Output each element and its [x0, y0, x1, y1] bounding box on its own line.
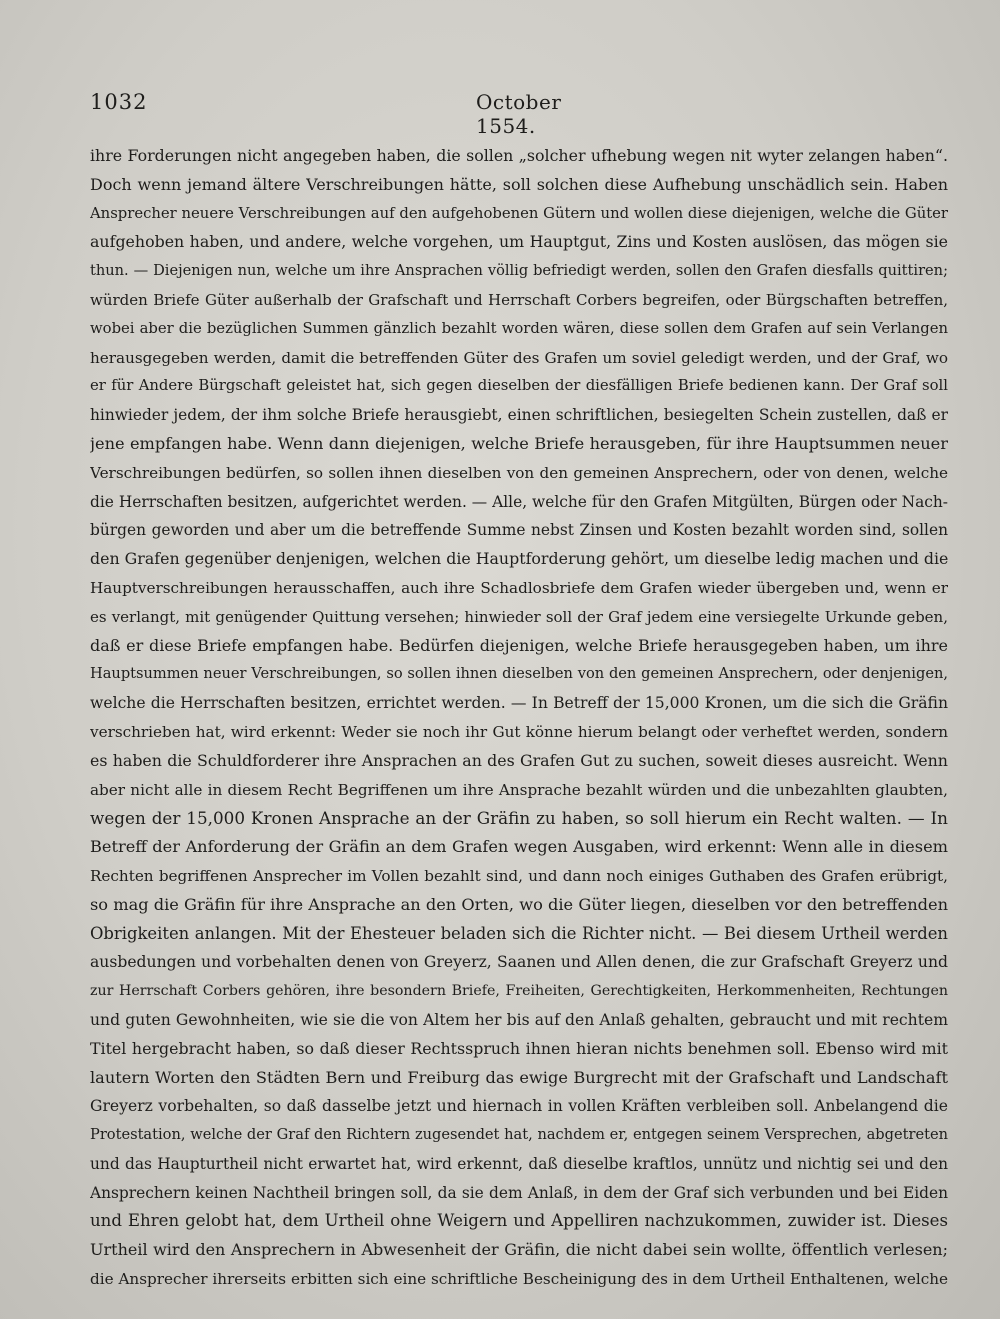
text-line: herausgegeben werden, damit die betreffenden Güter des Grafen um soviel geledigt werden, und der Graf, wo [90, 348, 948, 367]
text-line: thun. — Diejenigen nun, welche um ihre Ansprachen völlig befriedigt werden, sollen den Grafen diesfalls quittiren; [90, 262, 948, 280]
text-line: Ansprechern keinen Nachtheil bringen soll, da sie dem Anlaß, in dem der Graf sich verbunden und bei Eiden [90, 1183, 948, 1202]
text-line: Verschreibungen bedürfen, so sollen ihnen dieselben von den gemeinen Ansprechern, oder von denen, welche [90, 463, 948, 482]
text-line: würden Briefe Güter außerhalb der Grafschaft und Herrschaft Corbers begreifen, oder Bürgschaften betreffen, [90, 290, 948, 309]
text-line: er für Andere Bürgschaft geleistet hat, sich gegen dieselben der diesfälligen Briefe bedienen kann. Der Graf soll [90, 377, 948, 395]
text-line: Doch wenn jemand ältere Verschreibungen hätte, soll solchen diese Aufhebung unschädlich sein. Haben [90, 174, 948, 194]
text-line: Rechten begriffenen Ansprecher im Vollen bezahlt sind, und dann noch einiges Guthaben des Grafen erübrigt, [90, 866, 948, 885]
text-line: zur Herrschaft Corbers gehören, ihre besondern Briefe, Freiheiten, Gerechtigkeiten, Herkommenheiten, Rechtungen [90, 983, 948, 1000]
text-line: bürgen geworden und aber um die betreffende Summe nebst Zinsen und Kosten bezahlt worden sind, sollen [90, 521, 948, 540]
text-line: verschrieben hat, wird erkennt: Weder sie noch ihr Gut könne hierum belangt oder verheftet werden, sondern [90, 722, 948, 741]
text-line: Greyerz vorbehalten, so daß dasselbe jetzt und hiernach in vollen Kräften verbleiben soll. Anbelangend die [90, 1097, 948, 1116]
text-line: und Ehren gelobt hat, dem Urtheil ohne Weigern und Appelliren nachzukommen, zuwider ist. Dieses [90, 1211, 948, 1231]
text-line: ausbedungen und vorbehalten denen von Greyerz, Saanen und Allen denen, die zur Grafschaft Greyerz und [90, 953, 948, 972]
text-line: jene empfangen habe. Wenn dann diejenigen, welche Briefe herausgeben, für ihre Hauptsummen neuer [90, 433, 948, 453]
text-line: Obrigkeiten anlangen. Mit der Ehesteuer beladen sich die Richter nicht. — Bei diesem Urtheil werden [90, 923, 948, 943]
text-line: den Grafen gegenüber denjenigen, welchen die Hauptforderung gehört, um dieselbe ledig machen und die [90, 549, 948, 569]
text-line: Hauptverschreibungen herausschaffen, auch ihre Schadlosbriefe dem Grafen wieder übergeben und, wenn er [90, 578, 948, 597]
text-line: es verlangt, mit genügender Quittung versehen; hinwieder soll der Graf jedem eine versiegelte Urkunde geben, [90, 607, 948, 626]
text-line: Hauptsummen neuer Verschreibungen, so sollen ihnen dieselben von den gemeinen Ansprechern, oder denjenigen, [90, 665, 948, 683]
text-line: und guten Gewohnheiten, wie sie die von Altem her bis auf den Anlaß gehalten, gebraucht und mit rechtem [90, 1010, 948, 1029]
text-line: die Ansprecher ihrerseits erbitten sich eine schriftliche Bescheinigung des in dem Urtheil Enthaltenen, welche [90, 1270, 948, 1289]
body-text [90, 142, 948, 1294]
text-line: wegen der 15,000 Kronen Ansprache an der Gräfin zu haben, so soll hierum ein Recht walten. — In [90, 808, 948, 829]
text-line: ihre Forderungen nicht angegeben haben, die sollen „solcher ufhebung wegen nit wyter zelangen haben“. [90, 146, 948, 165]
text-line: so mag die Gräfin für ihre Ansprache an den Orten, wo die Güter liegen, dieselben vor den betreffenden [90, 894, 948, 914]
page-header [90, 90, 600, 138]
text-line: welche die Herrschaften besitzen, errichtet werden. — In Betreff der 15,000 Kronen, um die sich die Gräfin [90, 694, 948, 713]
text-line: Betreff der Anforderung der Gräfin an dem Grafen wegen Ausgaben, wird erkennt: Wenn alle in diesem [90, 837, 948, 857]
text-line: es haben die Schuldforderer ihre Ansprachen an des Grafen Gut zu suchen, soweit dieses ausreicht. Wenn [90, 750, 948, 770]
text-line: daß er diese Briefe empfangen habe. Bedürfen diejenigen, welche Briefe herausgegeben haben, um ihre [90, 635, 948, 655]
text-line: Urtheil wird den Ansprechern in Abwesenheit der Gräfin, die nicht dabei sein wollte, öffentlich verlesen; [90, 1240, 948, 1260]
running-head: October 1554. [476, 90, 562, 138]
text-line: aufgehoben haben, und andere, welche vorgehen, um Hauptgut, Zins und Kosten auslösen, das mögen sie [90, 232, 948, 252]
text-line: Ansprecher neuere Verschreibungen auf den aufgehobenen Gütern und wollen diese diejenigen, welche die Güter [90, 204, 948, 222]
page-number: 1032 [90, 90, 148, 114]
text-line: aber nicht alle in diesem Recht Begriffenen um ihre Ansprache bezahlt würden und die unbezahlten glaubten, [90, 780, 948, 799]
text-line: hinwieder jedem, der ihm solche Briefe herausgiebt, einen schriftlichen, besiegelten Schein zustellen, daß er [90, 406, 948, 425]
text-line: Protestation, welche der Graf den Richtern zugesendet hat, nachdem er, entgegen seinem Versprechen, abgetreten [90, 1126, 948, 1144]
text-line: und das Haupturtheil nicht erwartet hat, wird erkennt, daß dieselbe kraftlos, unnütz und nichtig sei und den [90, 1154, 948, 1173]
text-line: wobei aber die bezüglichen Summen gänzlich bezahlt worden wären, diese sollen dem Grafen auf sein Verlangen [90, 319, 948, 337]
text-line: die Herrschaften besitzen, aufgerichtet werden. — Alle, welche für den Grafen Mitgülten, Bürgen oder Nach- [90, 492, 948, 511]
text-line: lautern Worten den Städten Bern und Freiburg das ewige Burgrecht mit der Grafschaft und Landschaft [90, 1067, 948, 1087]
text-line: Titel hergebracht haben, so daß dieser Rechtsspruch ihnen hieran nichts benehmen soll. Ebenso wird mit [90, 1038, 948, 1058]
